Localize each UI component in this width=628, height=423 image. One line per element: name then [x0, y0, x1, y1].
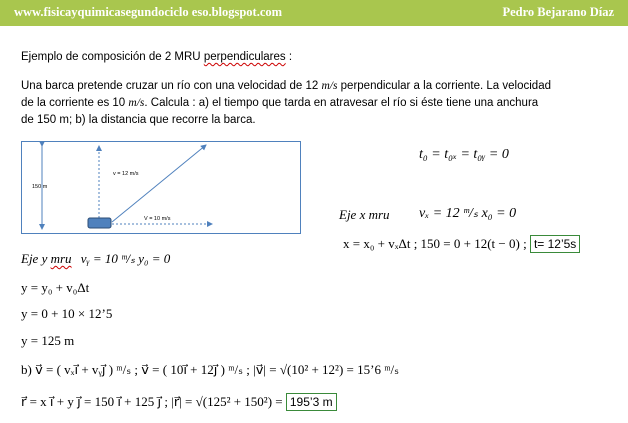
problem-line-1a: Una barca pretende cruzar un río con una velocidad de 12 [21, 80, 322, 92]
x-position-text: x = x₀ + vₓΔt ; 150 = 0 + 12(t − 0) ; [343, 236, 527, 251]
problem-line-2b: . Calcula : a) el tiempo que tarda en atravesar el río si éste tiene una anchura [144, 97, 539, 109]
y-eq-2: y = 0 + 10 × 12’5 [21, 306, 113, 321]
y-axis-label: Eje y [21, 251, 51, 266]
x-velocity-eq: vₓ = 12 ᵐ/ₛ x₀ = 0 [419, 206, 517, 221]
x-axis-label: Eje x mru [339, 207, 390, 222]
y-axis-line [21, 251, 170, 267]
y-axis-mru: mru [50, 251, 72, 266]
position-vector-eq [21, 394, 337, 410]
boat-velocity-label: v = 12 m/s [113, 171, 139, 177]
position-vector-text: r⃗ = x ı⃗ + y ȷ⃗ = 150 ı⃗ + 125 ȷ⃗ ; |r⃗| = √(125² + 150²) = [21, 394, 283, 409]
x-position-eq [343, 236, 580, 252]
problem-line-1 [21, 80, 551, 92]
distance-result: 195’3 m [286, 393, 337, 411]
width-label: 150 m [32, 184, 48, 190]
title-underlined: perpendiculares [203, 51, 286, 63]
blog-header [0, 0, 628, 26]
time-result: t= 12’5s [530, 235, 580, 253]
unit-ms-1: m/s [321, 80, 338, 92]
y-velocity-eq: vᵧ = 10 ᵐ/ₛ y₀ = 0 [80, 251, 171, 266]
problem-line-1b: perpendicular a la corriente. La velocidad [337, 80, 551, 92]
boat [88, 218, 111, 228]
y-eq-3: y = 125 m [21, 333, 75, 348]
initial-time-eq: t₀ = t₀ₓ = t₀ᵧ = 0 [419, 147, 509, 162]
title-prefix: Ejemplo de composición de 2 MRU [21, 51, 204, 63]
author-name: Pedro Bejarano Díaz [502, 5, 614, 19]
resultant-arrow [112, 145, 206, 222]
y-eq-1: y = y₀ + v₀Δt [21, 280, 90, 295]
problem-line-2 [21, 97, 538, 109]
problem-line-2a: de la corriente es 10 [21, 97, 129, 109]
example-title [21, 51, 292, 63]
blog-url[interactable]: www.fisicayquimicasegundociclo eso.blogspot.com [14, 5, 283, 19]
unit-ms-2: m/s [128, 97, 145, 109]
problem-line-3: de 150 m; b) la distancia que recorre la barca. [21, 114, 256, 126]
current-velocity-label: V = 10 m/s [144, 216, 171, 222]
river-diagram [21, 141, 301, 234]
velocity-vector-eq: b) v⃗ = ( vₓı⃗ + vᵧȷ⃗ ) ᵐ/ₛ ; v⃗ = ( 10ı⃗ + 12ȷ⃗ ) ᵐ/ₛ ; |v⃗| = √(10² + 12²) = 15’6 ᵐ/ₛ [21, 362, 400, 377]
title-suffix: : [285, 51, 293, 63]
